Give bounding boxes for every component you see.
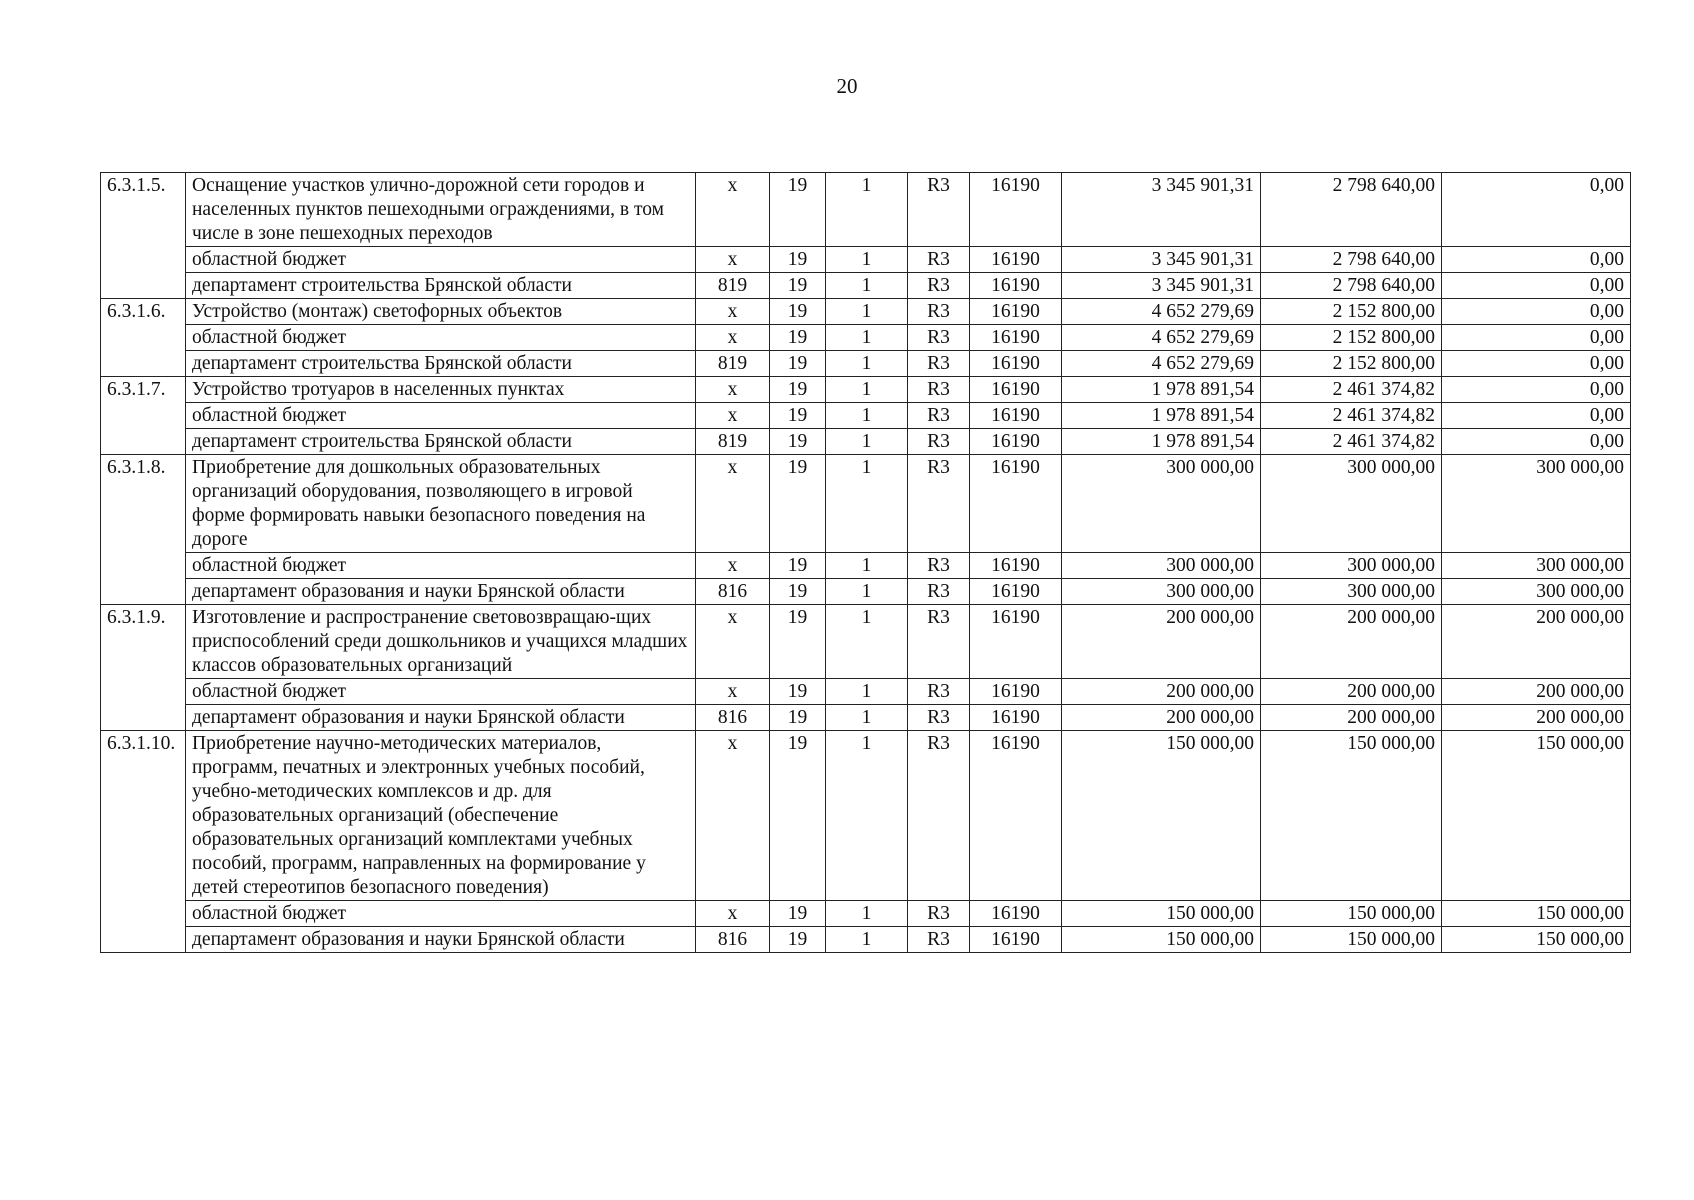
funding-row [101, 553, 1631, 579]
amount-year-2: 2 798 640,00 [1261, 273, 1442, 299]
measure-code: 6.3.1.9. [101, 605, 186, 731]
expense-code-cell: 16190 [970, 605, 1062, 679]
grbs-cell: 816 [696, 579, 770, 605]
grbs-cell: х [696, 679, 770, 705]
amount-year-2: 2 461 374,82 [1261, 429, 1442, 455]
item-name: областной бюджет [186, 679, 696, 705]
amount-year-3: 300 000,00 [1442, 455, 1631, 553]
measure-row [101, 299, 1631, 325]
amount-year-1: 150 000,00 [1062, 901, 1261, 927]
expense-code-cell: 16190 [970, 173, 1062, 247]
amount-year-1: 1 978 891,54 [1062, 429, 1261, 455]
measure-code: 6.3.1.5. [101, 173, 186, 299]
amount-year-3: 150 000,00 [1442, 927, 1631, 953]
grbs-cell: х [696, 247, 770, 273]
grbs-cell: 816 [696, 705, 770, 731]
amount-year-3: 0,00 [1442, 247, 1631, 273]
item-name: департамент образования и науки Брянской области [186, 705, 696, 731]
subprogram-cell: 19 [770, 731, 826, 901]
direction-cell: R3 [908, 273, 970, 299]
direction-cell: R3 [908, 679, 970, 705]
expense-code-cell: 16190 [970, 299, 1062, 325]
subprogram-cell: 19 [770, 403, 826, 429]
amount-year-2: 2 461 374,82 [1261, 377, 1442, 403]
item-name: Устройство (монтаж) светофорных объектов [186, 299, 696, 325]
amount-year-2: 2 152 800,00 [1261, 325, 1442, 351]
item-name: Изготовление и распространение световозвращаю-щих приспособлений среди дошкольников и учащихся младших классов образовательных организаций [186, 605, 696, 679]
expense-code-cell: 16190 [970, 579, 1062, 605]
amount-year-1: 3 345 901,31 [1062, 173, 1261, 247]
funding-row [101, 679, 1631, 705]
expense-code-cell: 16190 [970, 731, 1062, 901]
funding-row [101, 901, 1631, 927]
grbs-cell: 819 [696, 429, 770, 455]
item-name: областной бюджет [186, 325, 696, 351]
main-measure-cell: 1 [826, 403, 908, 429]
expense-code-cell: 16190 [970, 553, 1062, 579]
amount-year-1: 150 000,00 [1062, 731, 1261, 901]
measure-code: 6.3.1.8. [101, 455, 186, 605]
item-name: департамент образования и науки Брянской области [186, 579, 696, 605]
funding-row [101, 247, 1631, 273]
measure-row [101, 377, 1631, 403]
main-measure-cell: 1 [826, 553, 908, 579]
amount-year-3: 200 000,00 [1442, 679, 1631, 705]
direction-cell: R3 [908, 429, 970, 455]
main-measure-cell: 1 [826, 731, 908, 901]
amount-year-1: 300 000,00 [1062, 455, 1261, 553]
direction-cell: R3 [908, 605, 970, 679]
subprogram-cell: 19 [770, 299, 826, 325]
subprogram-cell: 19 [770, 273, 826, 299]
item-name: областной бюджет [186, 553, 696, 579]
expense-code-cell: 16190 [970, 325, 1062, 351]
grbs-cell: х [696, 173, 770, 247]
grbs-cell: х [696, 403, 770, 429]
subprogram-cell: 19 [770, 927, 826, 953]
direction-cell: R3 [908, 377, 970, 403]
grbs-cell: 819 [696, 351, 770, 377]
subprogram-cell: 19 [770, 705, 826, 731]
grbs-cell: х [696, 377, 770, 403]
measure-code: 6.3.1.7. [101, 377, 186, 455]
direction-cell: R3 [908, 247, 970, 273]
amount-year-3: 150 000,00 [1442, 901, 1631, 927]
funding-row [101, 705, 1631, 731]
expense-code-cell: 16190 [970, 247, 1062, 273]
item-name: департамент строительства Брянской области [186, 273, 696, 299]
amount-year-3: 0,00 [1442, 299, 1631, 325]
budget-table-body [101, 173, 1631, 953]
direction-cell: R3 [908, 731, 970, 901]
amount-year-3: 0,00 [1442, 403, 1631, 429]
item-name: областной бюджет [186, 247, 696, 273]
amount-year-1: 200 000,00 [1062, 705, 1261, 731]
item-name: Приобретение научно-методических материалов, программ, печатных и электронных учебных пособий, учебно-методических комплексов и др. для образовательных организаций (обеспечение образовательных организаций комплектами учебных пособий, программ, направленных на формирование у детей стереотипов безопасного поведения) [186, 731, 696, 901]
direction-cell: R3 [908, 351, 970, 377]
amount-year-2: 150 000,00 [1261, 901, 1442, 927]
direction-cell: R3 [908, 553, 970, 579]
main-measure-cell: 1 [826, 455, 908, 553]
page-number: 20 [836, 74, 858, 98]
amount-year-2: 2 152 800,00 [1261, 299, 1442, 325]
direction-cell: R3 [908, 705, 970, 731]
subprogram-cell: 19 [770, 377, 826, 403]
expense-code-cell: 16190 [970, 377, 1062, 403]
grbs-cell: 819 [696, 273, 770, 299]
item-name: департамент строительства Брянской области [186, 351, 696, 377]
amount-year-2: 300 000,00 [1261, 553, 1442, 579]
subprogram-cell: 19 [770, 605, 826, 679]
main-measure-cell: 1 [826, 579, 908, 605]
amount-year-3: 0,00 [1442, 429, 1631, 455]
measure-code: 6.3.1.6. [101, 299, 186, 377]
item-name: областной бюджет [186, 403, 696, 429]
subprogram-cell: 19 [770, 325, 826, 351]
subprogram-cell: 19 [770, 429, 826, 455]
item-name: департамент образования и науки Брянской области [186, 927, 696, 953]
item-name: Приобретение для дошкольных образовательных организаций оборудования, позволяющего в игровой форме формировать навыки безопасного поведения на дороге [186, 455, 696, 553]
direction-cell: R3 [908, 579, 970, 605]
amount-year-3: 200 000,00 [1442, 605, 1631, 679]
subprogram-cell: 19 [770, 901, 826, 927]
item-name: областной бюджет [186, 901, 696, 927]
amount-year-2: 150 000,00 [1261, 927, 1442, 953]
main-measure-cell: 1 [826, 429, 908, 455]
main-measure-cell: 1 [826, 247, 908, 273]
direction-cell: R3 [908, 927, 970, 953]
main-measure-cell: 1 [826, 173, 908, 247]
direction-cell: R3 [908, 325, 970, 351]
funding-row [101, 579, 1631, 605]
main-measure-cell: 1 [826, 325, 908, 351]
amount-year-3: 150 000,00 [1442, 731, 1631, 901]
grbs-cell: х [696, 731, 770, 901]
item-name: департамент строительства Брянской области [186, 429, 696, 455]
main-measure-cell: 1 [826, 705, 908, 731]
budget-table [100, 172, 1631, 953]
amount-year-3: 0,00 [1442, 351, 1631, 377]
grbs-cell: 816 [696, 927, 770, 953]
grbs-cell: х [696, 605, 770, 679]
measure-code: 6.3.1.10. [101, 731, 186, 953]
amount-year-1: 1 978 891,54 [1062, 403, 1261, 429]
expense-code-cell: 16190 [970, 455, 1062, 553]
item-name: Устройство тротуаров в населенных пунктах [186, 377, 696, 403]
funding-row [101, 403, 1631, 429]
amount-year-1: 4 652 279,69 [1062, 299, 1261, 325]
subprogram-cell: 19 [770, 455, 826, 553]
amount-year-2: 200 000,00 [1261, 605, 1442, 679]
amount-year-2: 150 000,00 [1261, 731, 1442, 901]
amount-year-2: 300 000,00 [1261, 579, 1442, 605]
subprogram-cell: 19 [770, 173, 826, 247]
funding-row [101, 351, 1631, 377]
subprogram-cell: 19 [770, 247, 826, 273]
amount-year-1: 300 000,00 [1062, 579, 1261, 605]
amount-year-1: 3 345 901,31 [1062, 247, 1261, 273]
measure-row [101, 455, 1631, 553]
item-name: Оснащение участков улично-дорожной сети городов и населенных пунктов пешеходными ограждениями, в том числе в зоне пешеходных переходов [186, 173, 696, 247]
amount-year-1: 3 345 901,31 [1062, 273, 1261, 299]
grbs-cell: х [696, 299, 770, 325]
subprogram-cell: 19 [770, 553, 826, 579]
main-measure-cell: 1 [826, 927, 908, 953]
subprogram-cell: 19 [770, 351, 826, 377]
expense-code-cell: 16190 [970, 705, 1062, 731]
expense-code-cell: 16190 [970, 679, 1062, 705]
main-measure-cell: 1 [826, 273, 908, 299]
direction-cell: R3 [908, 173, 970, 247]
amount-year-3: 0,00 [1442, 377, 1631, 403]
expense-code-cell: 16190 [970, 927, 1062, 953]
grbs-cell: х [696, 455, 770, 553]
direction-cell: R3 [908, 455, 970, 553]
measure-row [101, 731, 1631, 901]
grbs-cell: х [696, 325, 770, 351]
subprogram-cell: 19 [770, 579, 826, 605]
amount-year-1: 150 000,00 [1062, 927, 1261, 953]
expense-code-cell: 16190 [970, 273, 1062, 299]
amount-year-2: 2 152 800,00 [1261, 351, 1442, 377]
direction-cell: R3 [908, 901, 970, 927]
amount-year-1: 200 000,00 [1062, 605, 1261, 679]
main-measure-cell: 1 [826, 377, 908, 403]
amount-year-3: 300 000,00 [1442, 553, 1631, 579]
expense-code-cell: 16190 [970, 901, 1062, 927]
funding-row [101, 927, 1631, 953]
subprogram-cell: 19 [770, 679, 826, 705]
amount-year-3: 0,00 [1442, 325, 1631, 351]
amount-year-1: 200 000,00 [1062, 679, 1261, 705]
measure-row [101, 173, 1631, 247]
direction-cell: R3 [908, 403, 970, 429]
main-measure-cell: 1 [826, 679, 908, 705]
grbs-cell: х [696, 901, 770, 927]
amount-year-3: 200 000,00 [1442, 705, 1631, 731]
amount-year-3: 0,00 [1442, 173, 1631, 247]
amount-year-2: 200 000,00 [1261, 705, 1442, 731]
funding-row [101, 273, 1631, 299]
amount-year-2: 300 000,00 [1261, 455, 1442, 553]
direction-cell: R3 [908, 299, 970, 325]
main-measure-cell: 1 [826, 901, 908, 927]
main-measure-cell: 1 [826, 605, 908, 679]
funding-row [101, 325, 1631, 351]
expense-code-cell: 16190 [970, 351, 1062, 377]
amount-year-2: 2 798 640,00 [1261, 247, 1442, 273]
amount-year-1: 300 000,00 [1062, 553, 1261, 579]
amount-year-2: 2 798 640,00 [1261, 173, 1442, 247]
amount-year-3: 0,00 [1442, 273, 1631, 299]
measure-row [101, 605, 1631, 679]
expense-code-cell: 16190 [970, 429, 1062, 455]
amount-year-2: 2 461 374,82 [1261, 403, 1442, 429]
main-measure-cell: 1 [826, 351, 908, 377]
expense-code-cell: 16190 [970, 403, 1062, 429]
amount-year-1: 4 652 279,69 [1062, 325, 1261, 351]
funding-row [101, 429, 1631, 455]
amount-year-3: 300 000,00 [1442, 579, 1631, 605]
amount-year-2: 200 000,00 [1261, 679, 1442, 705]
main-measure-cell: 1 [826, 299, 908, 325]
amount-year-1: 4 652 279,69 [1062, 351, 1261, 377]
grbs-cell: х [696, 553, 770, 579]
amount-year-1: 1 978 891,54 [1062, 377, 1261, 403]
